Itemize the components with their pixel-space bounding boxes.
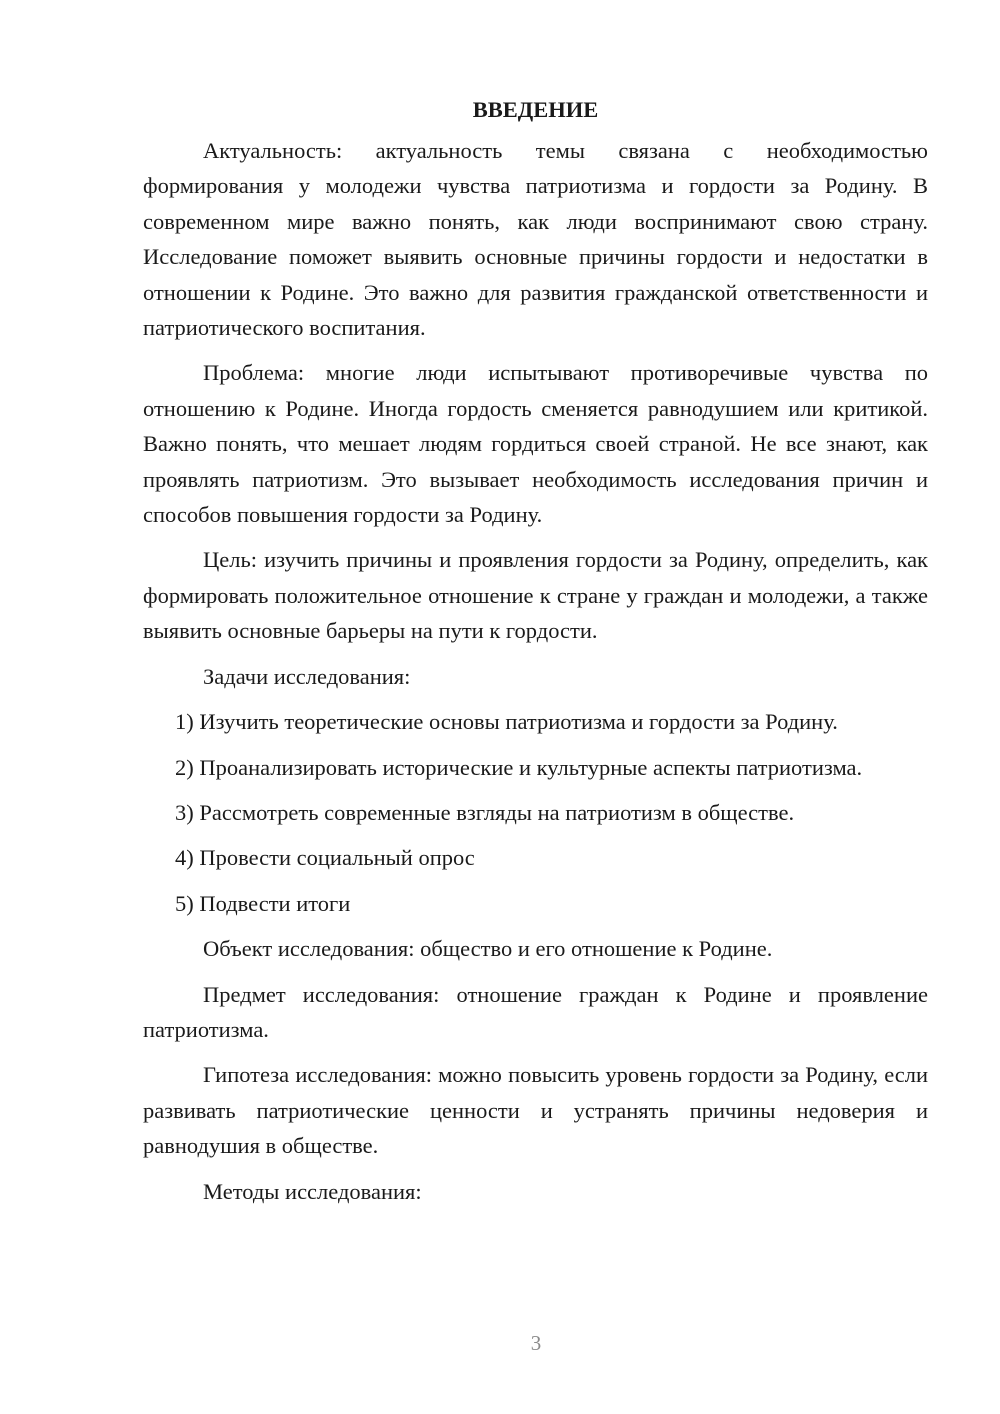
task-item-2: 2) Проанализировать исторические и культурные аспекты патриотизма. <box>175 754 863 780</box>
paragraph-object: Объект исследования: общество и его отношение к Родине. <box>203 936 773 962</box>
paragraph-methods: Методы исследования: <box>203 1178 422 1204</box>
paragraph-subject: Предмет исследования: отношение граждан к Родине и проявление патриотизма. <box>143 981 928 1042</box>
section-title: ВВЕДЕНИЕ <box>472 97 599 122</box>
page-number: 3 <box>530 1331 542 1355</box>
paragraph-relevance: Актуальность: актуальность темы связана с необходимостью формирования у молодежи чувства патриотизма и гордости за Родину. В современном мире важно понять, как люди воспринимают свою страну. Исследование поможет выявить основные причины гордости и недостатки в отношении к Родине. Это важно для развития гражданской ответственности и патриотического воспитания. <box>143 138 928 341</box>
task-item-1: 1) Изучить теоретические основы патриотизма и гордости за Родину. <box>175 709 838 735</box>
paragraph-problem: Проблема: многие люди испытывают противоречивые чувства по отношению к Родине. Иногда гордость сменяется равнодушием или критикой. Важно понять, что мешает людям гордиться своей страной. Не все знают, как проявлять патриотизм. Это вызывает необходимость исследования причин и способов повышения гордости за Родину. <box>143 360 928 528</box>
task-item-4: 4) Провести социальный опрос <box>175 845 475 871</box>
paragraph-goal: Цель: изучить причины и проявления гордости за Родину, определить, как формировать положительное отношение к стране у граждан и молодежи, а также выявить основные барьеры на пути к гордости. <box>143 547 928 644</box>
page-body <box>143 92 928 1219</box>
paragraph-hypothesis: Гипотеза исследования: можно повысить уровень гордости за Родину, если развивать патриотические ценности и устранять причины недоверия и равнодушия в обществе. <box>143 1062 928 1159</box>
task-item-3: 3) Рассмотреть современные взгляды на патриотизм в обществе. <box>175 799 795 825</box>
task-item-5: 5) Подвести итоги <box>175 890 351 916</box>
paragraph-tasks-heading: Задачи исследования: <box>203 663 411 689</box>
